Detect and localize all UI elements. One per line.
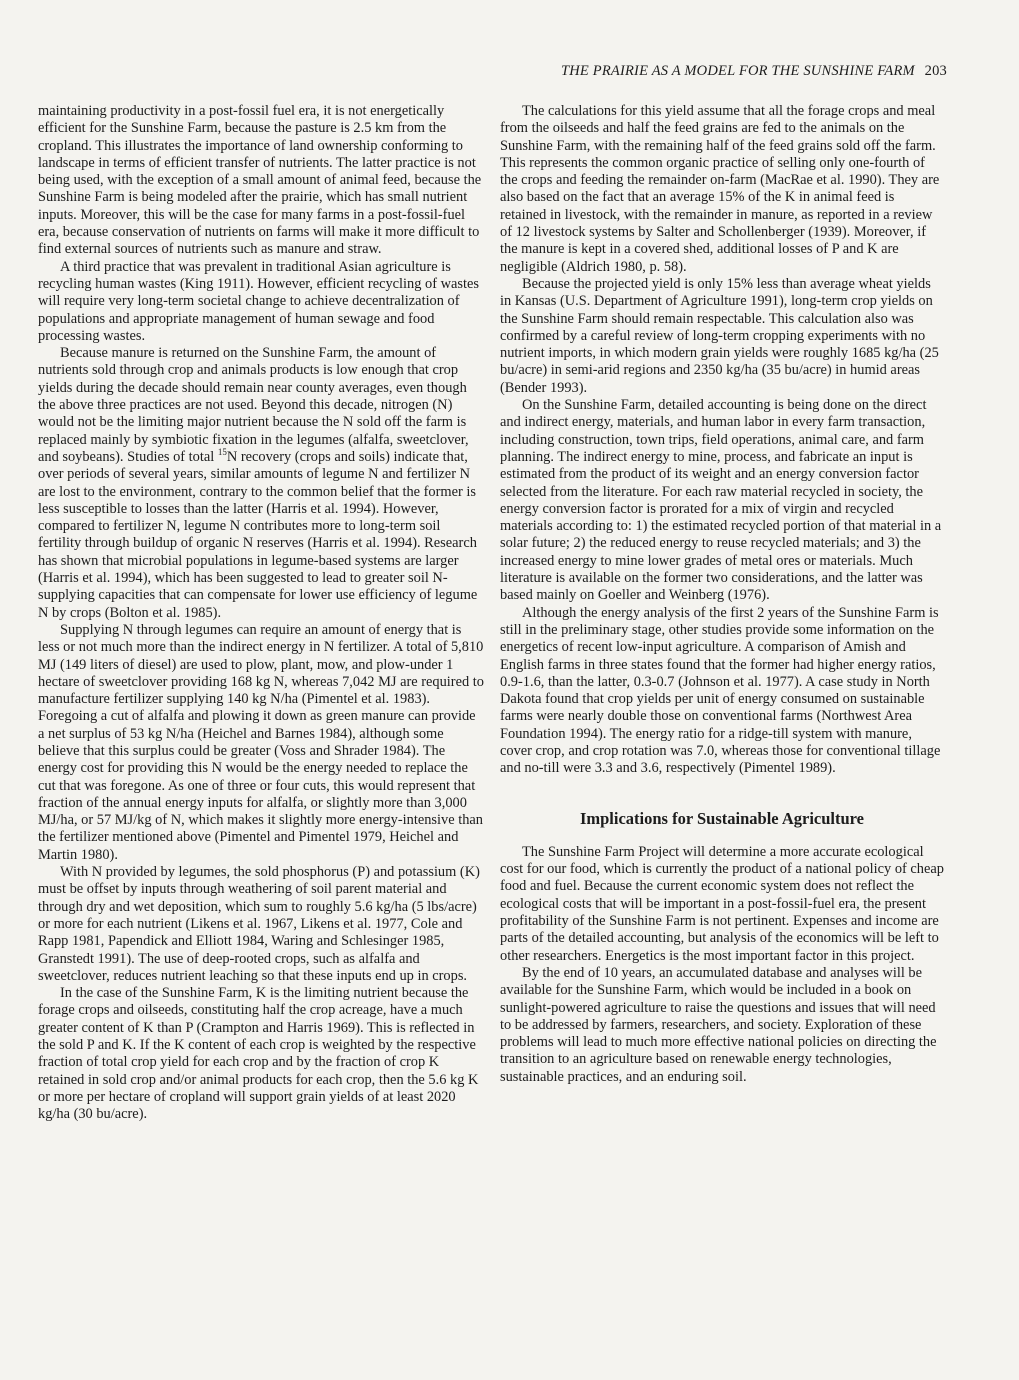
- paragraph: maintaining productivity in a post-fossil fuel era, it is not energetically efficient for the Sunshine Farm, because the pasture is 2.5 km from the cropland. This illustrates the importance of land ownership conforming to landscape in terms of efficient transfer of nutrients. The latter practice is not being used, with the exception of a small amount of animal feed, because the Sunshine Farm is being modeled after the prairie, which has small nutrient inputs. Moreover, this will be the case for many farms in a post-fossil-fuel era, because conservation of nutrients on farms will make it more difficult to find external sources of nutrients such as manure and straw.: [38, 103, 482, 258]
- paragraph: Because the projected yield is only 15% less than average wheat yields in Kansas (U.S. Department of Agriculture 1991), long-term crop yields on the Sunshine Farm should remain respectable. This calculation also was confirmed by a careful review of long-term cropping experiments with no nutrient imports, in which modern grain yields were roughly 1685 kg/ha (25 bu/acre) in semi-arid regions and 2350 kg/ha (35 bu/acre) in humid areas (Bender 1993).: [500, 275, 939, 396]
- page-number: 203: [924, 63, 947, 79]
- paragraph: On the Sunshine Farm, detailed accounting is being done on the direct and indirect energy, materials, and human labor in every farm transaction, including construction, town trips, field operations, animal care, and farm planning. The indirect energy to mine, process, and fabricate an input is estimated from the product of its weight and an energy conversion factor selected from the literature. For each raw material recycled in society, the energy conversion factor is prorated for a mix of virgin and recycled materials according to: 1) the estimated recycled portion of that material in a solar future; 2) the reduced energy to reuse recycled materials; and 3) the increased energy to mine lower grades of metal ores or materials. Much literature is available on the former two considerations, and the latter was based mainly on Goeller and Weinberg (1976).: [500, 397, 942, 604]
- running-head: [561, 63, 947, 80]
- right-column: [500, 103, 944, 1086]
- section-heading: Implications for Sustainable Agriculture: [579, 808, 865, 828]
- paragraph: By the end of 10 years, an accumulated database and analyses will be available for the Sunshine Farm, which would be included in a book on sunlight-powered agriculture to raise the questions and issues that will need to be addressed by farmers, researchers, and society. Exploration of these problems will lead to much more effective national policies on directing the transition to an agriculture based on renewable energy technologies, sustainable practices, and an enduring soil.: [500, 964, 937, 1085]
- paragraph: With N provided by legumes, the sold phosphorus (P) and potassium (K) must be offset by inputs through weathering of soil parent material and through dry and wet deposition, which sum to roughly 5.6 kg/ha (5 lbs/acre) or more for each nutrient (Likens et al. 1967, Likens et al. 1977, Cole and Rapp 1981, Papendick and Elliott 1984, Waring and Schlesinger 1985, Granstedt 1991). The use of deep-rooted crops, such as alfalfa and sweetclover, reduces nutrient leaching so that these inputs end up in crops.: [38, 864, 480, 984]
- paragraph: A third practice that was prevalent in traditional Asian agriculture is recycling human wastes (King 1911). However, efficient recycling of wastes will require very long-term societal change to achieve decentralization of populations and appropriate management of human sewage and food processing wastes.: [38, 258, 479, 344]
- paragraph: Supplying N through legumes can require an amount of energy that is less or not much more than the indirect energy in N fertilizer. A total of 5,810 MJ (149 liters of diesel) are used to plow, plant, mow, and plow-under 1 hectare of sweetclover providing 168 kg N, whereas 7,042 MJ are required to manufacture fertilizer supplying 140 kg N/ha (Pimentel et al. 1983). Foregoing a cut of alfalfa and plowing it down as green manure can provide a net surplus of 53 kg N/ha (Heichel and Barnes 1984), although some believe that this surplus could be greater (Voss and Shrader 1984). The energy cost for providing this N would be the energy needed to replace the cut that was foregone. As one of three or four cuts, this would represent that fraction of the annual energy inputs for alfalfa, or slightly more than 3,000 MJ/ha, or 57 MJ/kg of N, which makes it slightly more energy-intensive than the fertilizer mentioned above (Pimentel and Pimentel 1979, Heichel and Martin 1980).: [38, 621, 484, 863]
- paragraph-text: N recovery (crops and soils) indicate that, over periods of several years, similar amounts of legume N and fertilizer N are lost to the environment, contrary to the common belief that the former is less susceptible to losses than the latter (Harris et al. 1994). However, compared to fertilizer N, legume N contributes more to long-term soil fertility through buildup of organic N reserves (Harris et al. 1994). Research has shown that microbial populations in legume-based systems are larger (Harris et al. 1994), which has been suggested to lead to greater soil N-supplying capacities that can compensate for lower use efficiency of legume N by crops (Bolton et al. 1985).: [38, 448, 478, 621]
- running-head-title: THE PRAIRIE AS A MODEL FOR THE SUNSHINE FARM: [560, 63, 915, 79]
- paragraph-text: Because manure is returned on the Sunshine Farm, the amount of nutrients sold through crop and animals products is low enough that crop yields during the decade should remain near county averages, even though the above three practices are not used. Beyond this decade, nitrogen (N) would not be the limiting major nutrient because the N sold off the farm is replaced mainly by symbiotic fixation in the legumes (alfalfa, sweetclover, and soybeans). Studies of total: [38, 345, 469, 465]
- left-column: [38, 103, 484, 1124]
- paragraph: [38, 345, 484, 622]
- isotope-superscript: 15: [217, 447, 227, 458]
- paragraph: Although the energy analysis of the first 2 years of the Sunshine Farm is still in the preliminary stage, other studies provide some information on the energetics of recent low-input agriculture. A comparison of Amish and English farms in three states found that the former had higher energy ratios, 0.9-1.6, than the latter, 0.3-0.7 (Johnson et al. 1977). A case study in North Dakota found that crop yields per unit of energy consumed on sustainable farms were nearly double those on conventional farms (Northwest Area Foundation 1994). The energy ratio for a ridge-till system with manure, cover crop, and crop rotation was 7.0, whereas those for conventional tillage and no-till were 3.3 and 3.6, respectively (Pimentel 1989).: [500, 604, 941, 777]
- paragraph: The Sunshine Farm Project will determine a more accurate ecological cost for our food, which is currently the product of a national policy of cheap food and fuel. Because the current economic system does not reflect the ecological costs that will be important in a post-fossil-fuel era, the present profitability of the Sunshine Farm is not pertinent. Expenses and income are parts of the detailed accounting, but analysis of the economics will be left to other researchers. Energetics is the most important factor in this project.: [500, 843, 944, 964]
- paragraph: The calculations for this yield assume that all the forage crops and meal from the oilseeds and half the feed grains are fed to the animals on the Sunshine Farm, with the remaining half of the feed grains sold off the farm. This represents the common organic practice of selling only one-fourth of the crops and feeding the remainder on-farm (MacRae et al. 1990). They are also based on the fact that an average 15% of the K in animal feed is retained in livestock, with the remainder in manure, as reported in a review of 12 livestock systems by Salter and Schollenberger (1939). Moreover, if the manure is kept in a covered shed, additional losses of P and K are negligible (Aldrich 1980, p. 58).: [500, 103, 940, 275]
- paragraph: In the case of the Sunshine Farm, K is the limiting nutrient because the forage crops and oilseeds, constituting half the crop acreage, have a much greater content of K than P (Crampton and Harris 1969). This is reflected in the sold P and K. If the K content of each crop is weighted by the respective fraction of total crop yield for each crop and by the fraction of crop K retained in sold crop and/or animal products for each crop, then the 5.6 kg K or more per hectare of cropland will support grain yields of at least 2020 kg/ha (30 bu/acre).: [38, 985, 479, 1123]
